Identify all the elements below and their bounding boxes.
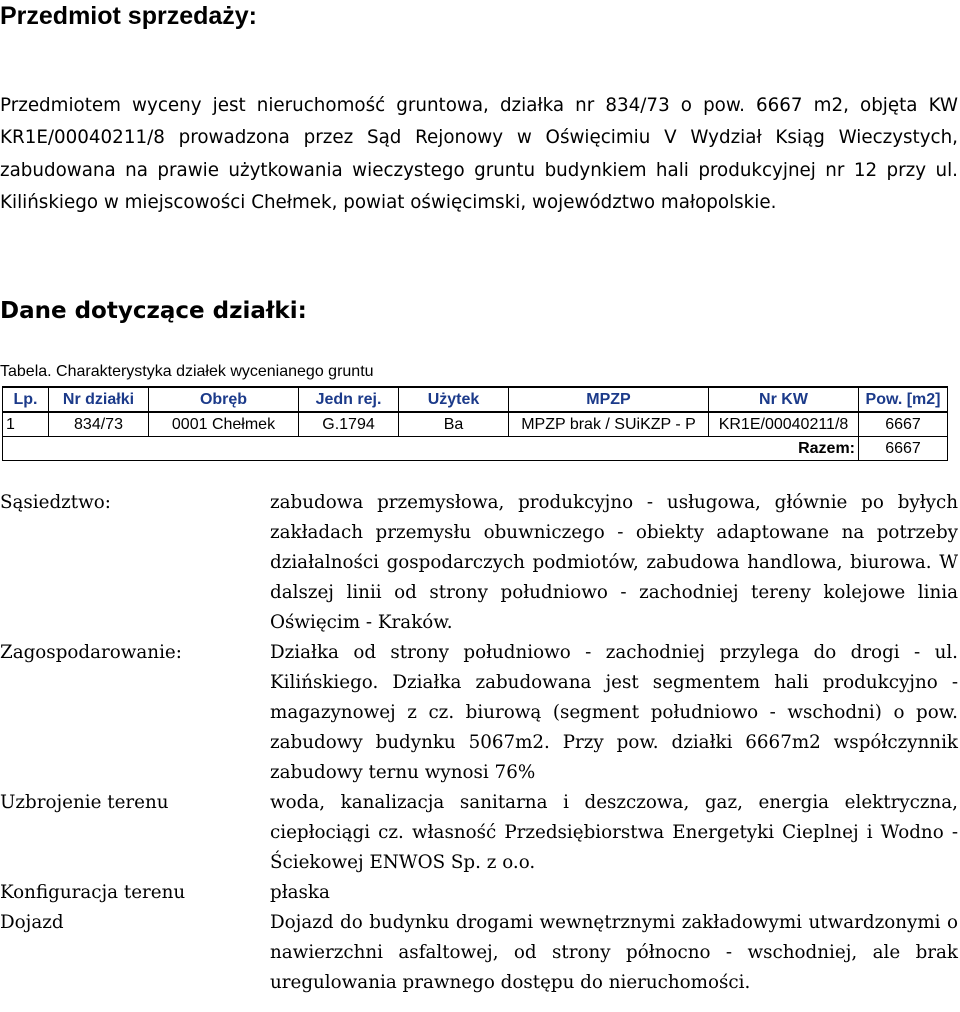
plot-table [2,386,948,461]
detail-utilities [0,788,960,878]
cell-pow: 6667 [859,412,948,437]
intro-paragraph: Przedmiotem wyceny jest nieruchomość gruntowa, działka nr 834/73 o pow. 6667 m2, objęta KW KR1E/00040211/8 prowadzona przez Sąd Rejonowy w Oświęcimiu V Wydział Ksiąg Wieczystych, zabudowana na prawie użytkowania wieczystego gruntu budynkiem hali produkcyjnej nr 12 przy ul. Kilińskiego w miejscowości Chełmek, powiat oświęcimski, województwo małopolskie. [0,95,958,214]
detail-development [0,638,960,788]
col-header-mpzp: MPZP [509,387,709,412]
cell-lp: 1 [3,412,49,437]
table-total-row [3,437,948,461]
detail-label: Zagospodarowanie: [0,642,182,663]
col-header-lp: Lp. [3,387,49,412]
detail-text: płaska [270,882,330,903]
detail-label: Sąsiedztwo: [0,492,111,513]
page-title: Przedmiot sprzedaży: [0,2,258,30]
total-label: Razem: [709,437,859,461]
cell-jedn-rej: G.1794 [299,412,399,437]
detail-label: Konfiguracja terenu [0,882,186,903]
col-header-jedn-rej: Jedn rej. [299,387,399,412]
detail-label: Dojazd [0,912,64,933]
detail-terrain [0,878,960,908]
col-header-nr-kw: Nr KW [709,387,859,412]
plot-details [0,488,960,998]
total-value: 6667 [859,437,948,461]
cell-nr-kw: KR1E/00040211/8 [709,412,859,437]
total-spacer [3,437,709,461]
table-row [3,412,948,437]
col-header-obreb: Obręb [149,387,299,412]
cell-obreb: 0001 Chełmek [149,412,299,437]
table-caption: Tabela. Charakterystyka działek wycenianego gruntu [0,363,374,380]
detail-neighbourhood [0,488,960,638]
col-header-uzytek: Użytek [399,387,509,412]
cell-uzytek: Ba [399,412,509,437]
table-header-row [3,387,948,412]
detail-label: Uzbrojenie terenu [0,792,169,813]
cell-nr-dzialki: 834/73 [49,412,149,437]
cell-mpzp: MPZP brak / SUiKZP - P [509,412,709,437]
section-heading: Dane dotyczące działki: [0,298,307,324]
detail-text: zabudowa przemysłowa, produkcyjno - usługowa, głównie po byłych zakładach przemysłu obuwniczego - obiekty adaptowane na potrzeby działalności gospodarczych podmiotów, zabudowa handlowa, biurowa. W dalszej linii od strony południowo - zachodniej tereny kolejowe linia Oświęcim - Kraków. [270,492,958,633]
detail-text: Dojazd do budynku drogami wewnętrznymi zakładowymi utwardzonymi o nawierzchni asfaltowej, od strony północno - wschodniej, ale brak uregulowania prawnego dostępu do nieruchomości. [270,912,958,993]
detail-text: woda, kanalizacja sanitarna i deszczowa, gaz, energia elektryczna, ciepłociągi cz. własność Przedsiębiorstwa Energetyki Cieplnej i Wodno - Ściekowej ENWOS Sp. z o.o. [270,792,958,873]
detail-text: Działka od strony południowo - zachodniej przylega do drogi - ul. Kilińskiego. Działka zabudowana jest segmentem hali produkcyjno - magazynowej z cz. biurową (segment południowo - wschodni) o pow. zabudowy budynku 5067m2. Przy pow. działki 6667m2 współczynnik zabudowy ternu wynosi 76% [270,642,958,783]
col-header-pow: Pow. [m2] [859,387,948,412]
detail-access [0,908,960,998]
col-header-nr-dzialki: Nr działki [49,387,149,412]
